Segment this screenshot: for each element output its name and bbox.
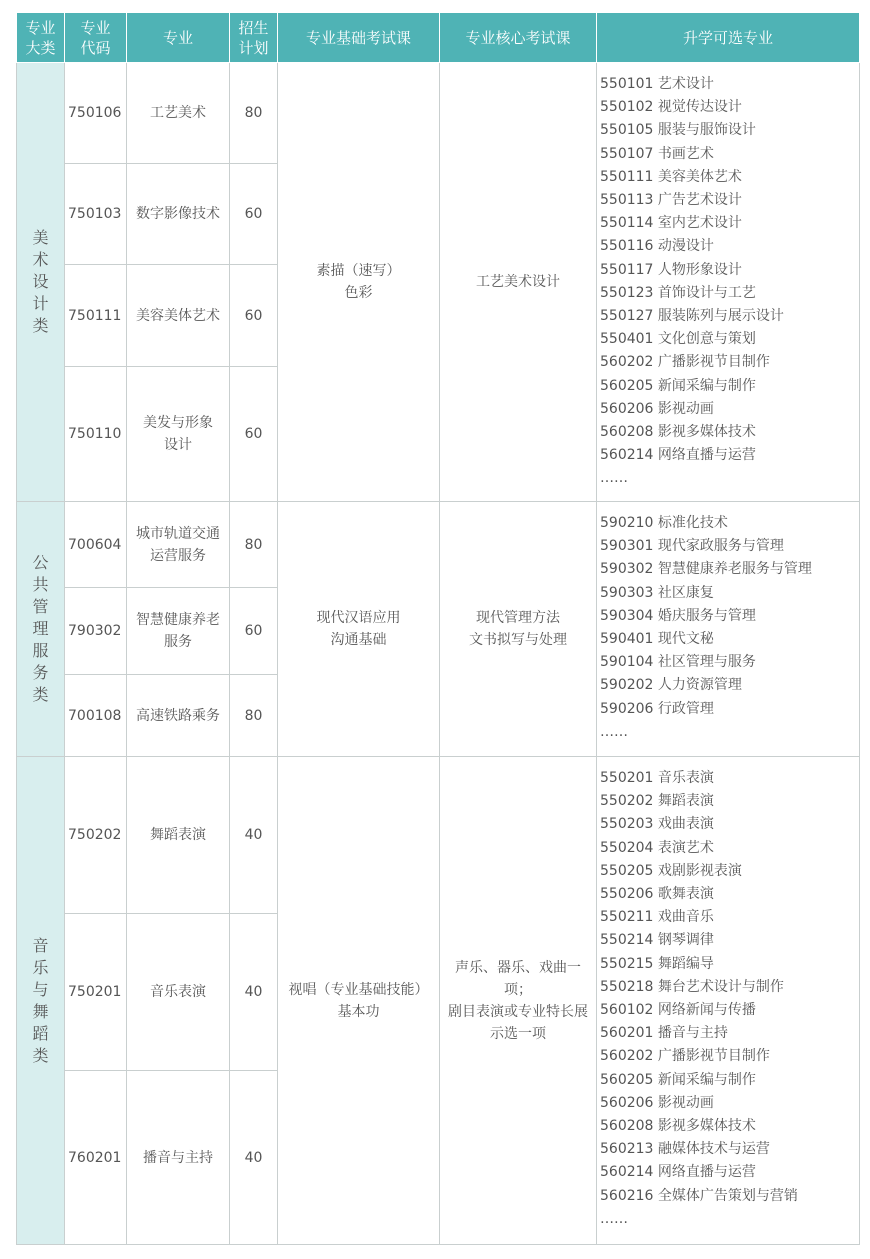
category-cell: 公共管理服务类 <box>17 502 65 757</box>
header-upgrade: 升学可选专业 <box>597 13 860 63</box>
major-code: 750111 <box>65 265 127 367</box>
list-item: 550113 广告艺术设计 <box>600 192 742 209</box>
major-name: 数字影像技术 <box>127 164 230 265</box>
list-item: 560216 全媒体广告策划与营销 <box>600 1187 798 1204</box>
enrollment-plan: 60 <box>230 367 278 502</box>
major-code: 700604 <box>65 502 127 588</box>
enrollment-plan: 80 <box>230 675 278 757</box>
list-item: 560213 融媒体技术与运营 <box>600 1141 770 1158</box>
list-item: 560214 网络直播与运营 <box>600 1164 756 1181</box>
list-item: 550202 舞蹈表演 <box>600 793 714 810</box>
list-item: 590401 现代文秘 <box>600 631 714 648</box>
header-plan: 招生计划 <box>230 13 278 63</box>
list-item: 590304 婚庆服务与管理 <box>600 607 756 624</box>
major-code: 750110 <box>65 367 127 502</box>
list-item: …… <box>600 470 628 487</box>
major-name: 音乐表演 <box>127 914 230 1071</box>
major-name: 工艺美术 <box>127 63 230 164</box>
category-cell: 音乐与舞蹈类 <box>17 757 65 1245</box>
enrollment-plan: 40 <box>230 757 278 914</box>
list-item: 550203 戏曲表演 <box>600 816 714 833</box>
major-name: 美发与形象设计 <box>127 367 230 502</box>
upgrade-list <box>597 757 860 1245</box>
majors-table <box>16 12 860 1245</box>
list-item: 550114 室内艺术设计 <box>600 215 742 232</box>
list-item: 550214 钢琴调律 <box>600 932 714 949</box>
header-major: 专业 <box>127 13 230 63</box>
list-item: 560206 影视动画 <box>600 1094 714 1111</box>
basic-exam-cell: 视唱（专业基础技能） 基本功 <box>278 757 440 1245</box>
list-item: 560202 广播影视节目制作 <box>600 1048 770 1065</box>
list-item: 560214 网络直播与运营 <box>600 447 756 464</box>
major-name: 舞蹈表演 <box>127 757 230 914</box>
major-name: 智慧健康养老服务 <box>127 588 230 675</box>
major-code: 750202 <box>65 757 127 914</box>
list-item: 590202 人力资源管理 <box>600 677 742 694</box>
list-item: 550205 戏剧影视表演 <box>600 862 742 879</box>
list-item: 590104 社区管理与服务 <box>600 654 756 671</box>
list-item: 550123 首饰设计与工艺 <box>600 284 756 301</box>
list-item: 550127 服装陈列与展示设计 <box>600 308 784 325</box>
core-exam-cell: 工艺美术设计 <box>440 63 597 502</box>
basic-exam-cell: 现代汉语应用 沟通基础 <box>278 502 440 757</box>
list-item: …… <box>600 1210 628 1227</box>
list-item: 560202 广播影视节目制作 <box>600 354 770 371</box>
list-item: 550201 音乐表演 <box>600 770 714 786</box>
enrollment-plan: 80 <box>230 502 278 588</box>
major-code: 700108 <box>65 675 127 757</box>
list-item: 590303 社区康复 <box>600 584 714 601</box>
major-code: 790302 <box>65 588 127 675</box>
enrollment-plan: 80 <box>230 63 278 164</box>
upgrade-list <box>597 63 860 502</box>
major-code: 750103 <box>65 164 127 265</box>
list-item: 550111 美容美体艺术 <box>600 168 742 185</box>
list-item: 550107 书画艺术 <box>600 145 714 162</box>
list-item: 550206 歌舞表演 <box>600 886 714 903</box>
list-item: 560205 新闻采编与制作 <box>600 377 756 394</box>
table-row <box>17 63 860 164</box>
list-item: 590206 行政管理 <box>600 700 714 717</box>
header-code: 专业代码 <box>65 13 127 63</box>
list-item: 550211 戏曲音乐 <box>600 909 714 926</box>
major-code: 750106 <box>65 63 127 164</box>
table-row <box>17 502 860 588</box>
major-name: 城市轨道交通运营服务 <box>127 502 230 588</box>
list-item: 560205 新闻采编与制作 <box>600 1071 756 1088</box>
basic-exam-cell: 素描（速写） 色彩 <box>278 63 440 502</box>
header-core-exam: 专业核心考试课 <box>440 13 597 63</box>
list-item: 550101 艺术设计 <box>600 76 714 92</box>
major-name: 播音与主持 <box>127 1071 230 1245</box>
enrollment-plan: 40 <box>230 914 278 1071</box>
core-exam-cell: 现代管理方法 文书拟写与处理 <box>440 502 597 757</box>
major-name: 美容美体艺术 <box>127 265 230 367</box>
list-item: 550116 动漫设计 <box>600 238 714 255</box>
list-item: 590210 标准化技术 <box>600 515 728 531</box>
list-item: 550204 表演艺术 <box>600 839 714 856</box>
major-code: 750201 <box>65 914 127 1071</box>
list-item: 560208 影视多媒体技术 <box>600 424 756 441</box>
list-item: …… <box>600 723 628 740</box>
header-category: 专业大类 <box>17 13 65 63</box>
header-row <box>17 13 860 63</box>
list-item: 550102 视觉传达设计 <box>600 99 742 116</box>
major-code: 760201 <box>65 1071 127 1245</box>
major-name: 高速铁路乘务 <box>127 675 230 757</box>
list-item: 550117 人物形象设计 <box>600 261 742 278</box>
table-row <box>17 757 860 914</box>
list-item: 550105 服装与服饰设计 <box>600 122 756 139</box>
list-item: 560208 影视多媒体技术 <box>600 1118 756 1135</box>
list-item: 560102 网络新闻与传播 <box>600 1002 756 1019</box>
list-item: 550215 舞蹈编导 <box>600 955 714 972</box>
header-basic-exam: 专业基础考试课 <box>278 13 440 63</box>
upgrade-list <box>597 502 860 757</box>
enrollment-plan: 60 <box>230 265 278 367</box>
list-item: 590302 智慧健康养老服务与管理 <box>600 561 812 578</box>
enrollment-plan: 60 <box>230 588 278 675</box>
list-item: 560206 影视动画 <box>600 400 714 417</box>
list-item: 550218 舞台艺术设计与制作 <box>600 978 784 995</box>
category-cell: 美术设计类 <box>17 63 65 502</box>
enrollment-plan: 60 <box>230 164 278 265</box>
list-item: 560201 播音与主持 <box>600 1025 728 1042</box>
list-item: 550401 文化创意与策划 <box>600 331 756 348</box>
list-item: 590301 现代家政服务与管理 <box>600 538 784 555</box>
enrollment-plan: 40 <box>230 1071 278 1245</box>
core-exam-cell: 声乐、器乐、戏曲一项； 剧目表演或专业特长展示选一项 <box>440 757 597 1245</box>
